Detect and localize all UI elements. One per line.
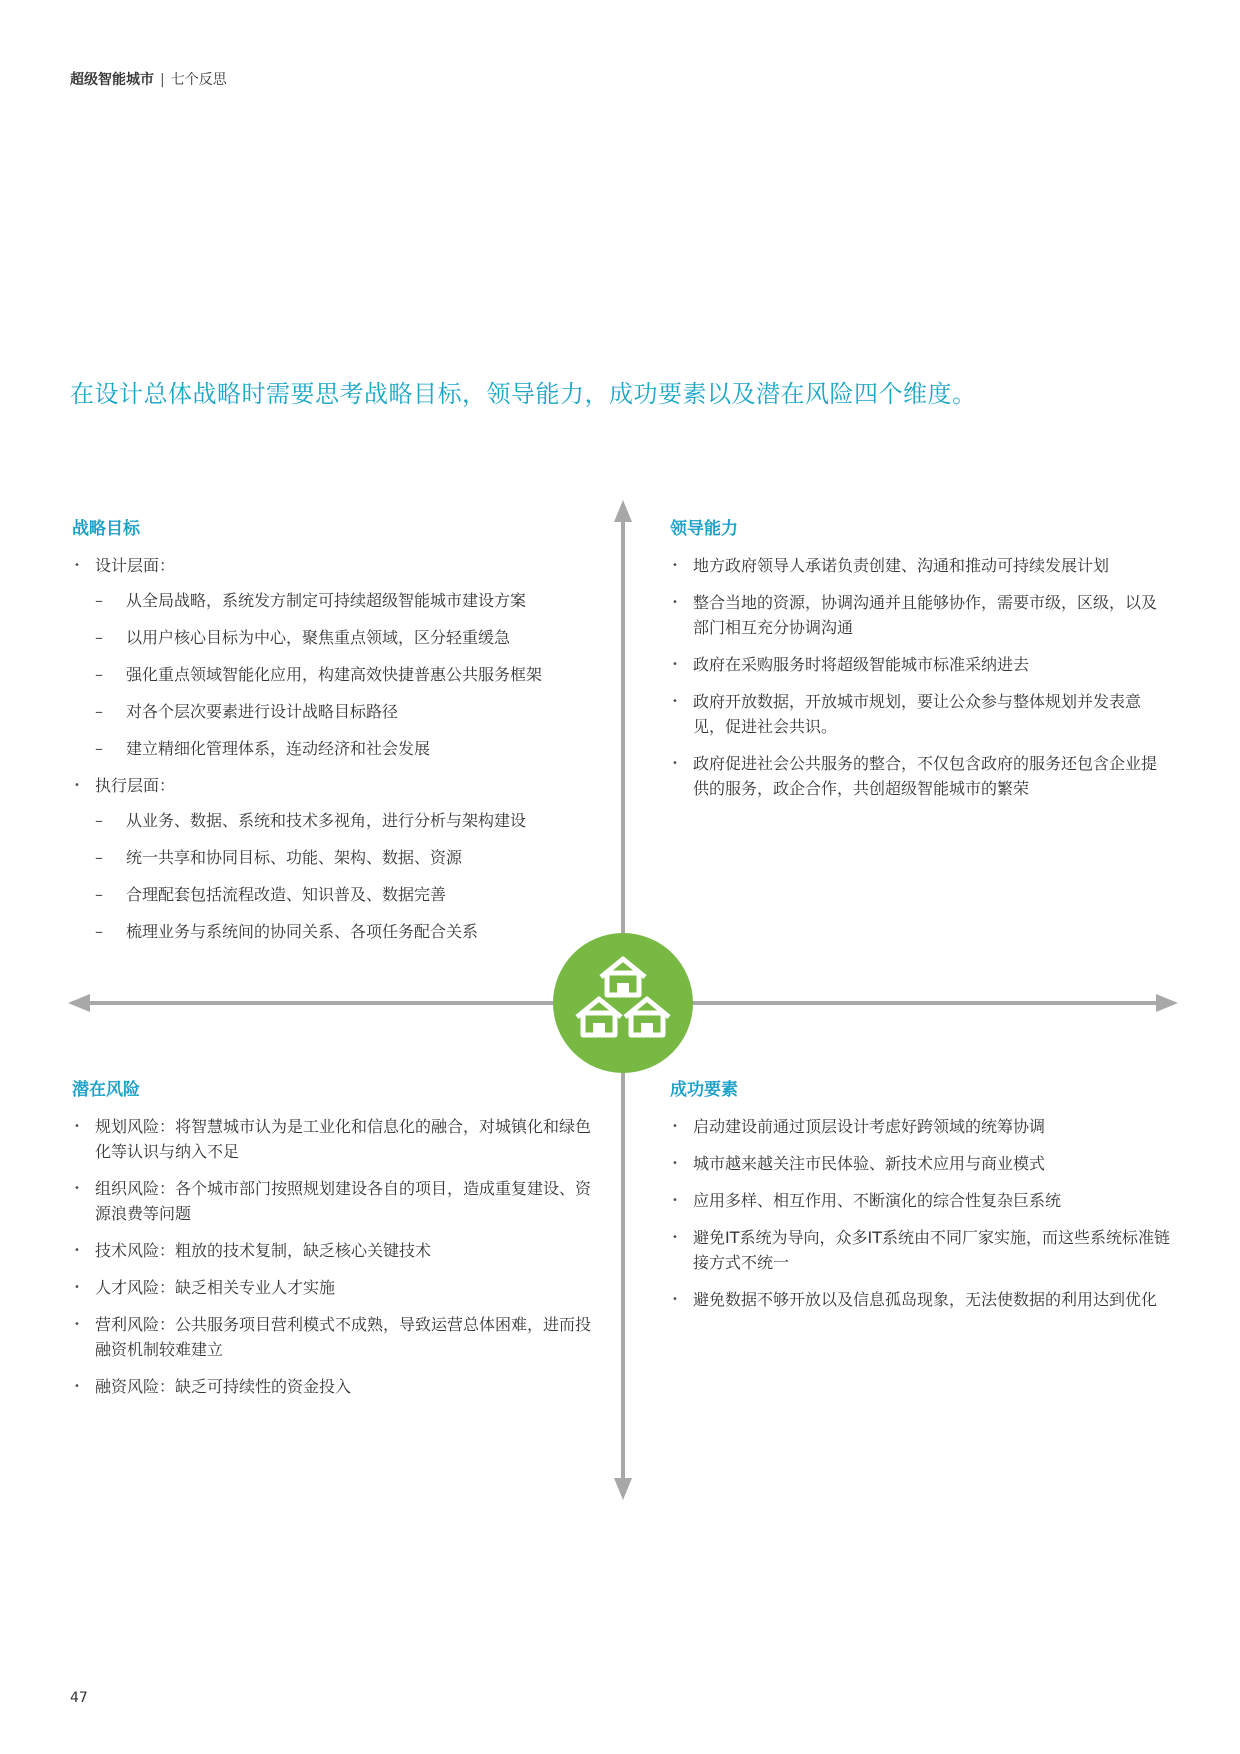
list-item: • 政府在采购服务时将超级智能城市标准采纳进去 [670, 652, 1170, 677]
sub-item: – 梳理业务与系统间的协同关系、各项任务配合关系 [95, 919, 592, 944]
list-item [72, 553, 592, 761]
quadrant-title: 成功要素 [670, 1080, 738, 1100]
sub-item: – 从业务、数据、系统和技术多视角，进行分析与架构建设 [95, 808, 592, 833]
quadrant-success [670, 1075, 1180, 1324]
sub-item: – 统一共享和协同目标、功能、架构、数据、资源 [95, 845, 592, 870]
list-item: • 政府开放数据，开放城市规划，要让公众参与整体规划并发表意见，促进社会共识。 [670, 689, 1170, 739]
list-item: • 融资风险：缺乏可持续性的资金投入 [72, 1374, 592, 1399]
list-item: • 整合当地的资源，协调沟通并且能够协作，需要市级，区级，以及部门相互充分协调沟通 [670, 590, 1170, 640]
quadrant-leadership [670, 514, 1170, 813]
risk-list [72, 1114, 592, 1399]
leadership-list [670, 553, 1170, 801]
sub-item: – 建立精细化管理体系，连动经济和社会发展 [95, 736, 592, 761]
quadrant-title: 潜在风险 [72, 1080, 140, 1100]
exec-label: 执行层面： [95, 776, 176, 795]
exec-sublist [95, 808, 592, 944]
list-item: • 避免IT系统为导向，众多IT系统由不同厂家实施，而这些系统标准链接方式不统一 [670, 1225, 1180, 1275]
success-list [670, 1114, 1180, 1312]
sub-item: – 从全局战略，系统发方制定可持续超级智能城市建设方案 [95, 588, 592, 613]
header-separator: | [160, 72, 165, 88]
sub-item: – 以用户核心目标为中心，聚焦重点领域，区分轻重缓急 [95, 625, 592, 650]
list-item: • 技术风险：粗放的技术复制，缺乏核心关键技术 [72, 1238, 592, 1263]
design-label: 设计层面： [95, 556, 176, 575]
page-headline: 在设计总体战略时需要思考战略目标，领导能力，成功要素以及潜在风险四个维度。 [70, 380, 977, 408]
header-section: 七个反思 [170, 72, 227, 88]
quadrant-risk [72, 1075, 592, 1411]
sub-item: – 合理配套包括流程改造、知识普及、数据完善 [95, 882, 592, 907]
sub-item: – 强化重点领域智能化应用，构建高效快捷普惠公共服务框架 [95, 662, 592, 687]
list-item [72, 773, 592, 944]
sub-item: – 对各个层次要素进行设计战略目标路径 [95, 699, 592, 724]
list-item: • 应用多样、相互作用、不断演化的综合性复杂巨系统 [670, 1188, 1180, 1213]
quadrant-title: 战略目标 [72, 519, 140, 539]
arrow-left [68, 994, 90, 1012]
arrow-right [1156, 994, 1178, 1012]
list-item: • 城市越来越关注市民体验、新技术应用与商业模式 [670, 1151, 1180, 1176]
arrow-down [614, 1478, 632, 1500]
design-sublist [95, 588, 592, 761]
list-item: • 避免数据不够开放以及信息孤岛现象，无法使数据的利用达到优化 [670, 1287, 1180, 1312]
page-number: 47 [70, 1690, 88, 1706]
list-item: • 营利风险：公共服务项目营利模式不成熟，导致运营总体困难，进而投融资机制较难建立 [72, 1312, 592, 1362]
list-item: • 规划风险：将智慧城市认为是工业化和信息化的融合，对城镇化和绿色化等认识与纳入不足 [72, 1114, 592, 1164]
header-title: 超级智能城市 [70, 72, 154, 88]
quadrant-title: 领导能力 [670, 519, 738, 539]
arrow-up [614, 500, 632, 522]
strategy-list [72, 553, 592, 944]
list-item: • 人才风险：缺乏相关专业人才实施 [72, 1275, 592, 1300]
list-item: • 政府促进社会公共服务的整合，不仅包含政府的服务还包含企业提供的服务，政企合作，共创超级智能城市的繁荣 [670, 751, 1170, 801]
list-item: • 启动建设前通过顶层设计考虑好跨领域的统筹协调 [670, 1114, 1180, 1139]
list-item: • 地方政府领导人承诺负责创建、沟通和推动可持续发展计划 [670, 553, 1170, 578]
quadrant-strategy [72, 514, 592, 956]
list-item: • 组织风险：各个城市部门按照规划建设各自的项目，造成重复建设、资源浪费等问题 [72, 1176, 592, 1226]
